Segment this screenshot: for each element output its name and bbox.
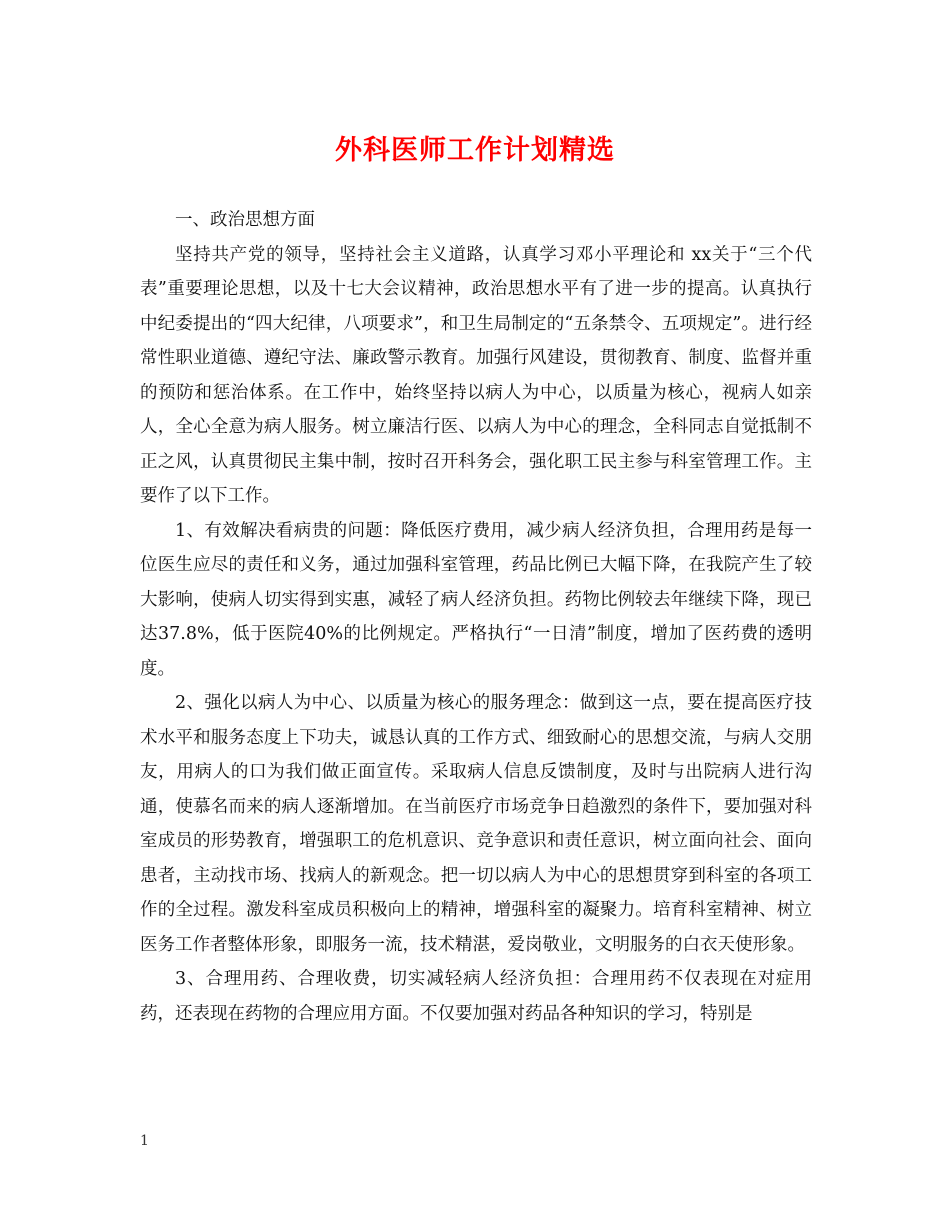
paragraph-political-thought: 坚持共产党的领导，坚持社会主义道路，认真学习邓小平理论和 xx关于“三个代表”重要理论思想，以及十七大会议精神，政治思想水平有了进一步的提高。认真执行中纪委提出的“四大纪律，八项要求”，和卫生局制定的“五条禁令、五项规定”。进行经常性职业道德、遵纪守法、廉政警示教育。加强行风建设，贯彻教育、制度、监督并重的预防和惩治体系。在工作中，始终坚持以病人为中心，以质量为核心，视病人如亲人，全心全意为病人服务。树立廉洁行医、以病人为中心的理念，全科同志自觉抵制不正之风，认真贯彻民主集中制，按时召开科务会，强化职工民主参与科室管理工作。主要作了以下工作。 [140,244,812,506]
paragraph-item-1: 1、有效解决看病贵的问题：降低医疗费用，减少病人经济负担，合理用药是每一位医生应尽的责任和义务，通过加强科室管理，药品比例已大幅下降，在我院产生了较大影响，使病人切实得到实惠，减轻了病人经济负担。药物比例较去年继续下降，现已达37.8%，低于医院40%的比例规定。严格执行“一日清”制度，增加了医药费的透明度。 [140,520,812,679]
document-body [140,203,812,1031]
paragraph-item-2: 2、强化以病人为中心、以质量为核心的服务理念：做到这一点，要在提高医疗技术水平和服务态度上下功夫，诚恳认真的工作方式、细致耐心的思想交流，与病人交朋友，用病人的口为我们做正面宣传。采取病人信息反馈制度，及时与出院病人进行沟通，使慕名而来的病人逐渐增加。在当前医疗市场竞争日趋激烈的条件下，要加强对科室成员的形势教育，增强职工的危机意识、竞争意识和责任意识，树立面向社会、面向患者，主动找市场、找病人的新观念。把一切以病人为中心的思想贯穿到科室的各项工作的全过程。激发科室成员积极向上的精神，增强科室的凝聚力。培育科室精神、树立医务工作者整体形象，即服务一流，技术精湛，爱岗敬业，文明服务的白衣天使形象。 [140,693,812,955]
document-title: 外科医师工作计划精选 [335,135,615,166]
section-heading: 一、政治思想方面 [175,210,315,230]
page-number: 1 [140,1133,149,1149]
paragraph-item-3: 3、合理用药、合理收费，切实减轻病人经济负担：合理用药不仅表现在对症用药，还表现在药物的合理应用方面。不仅要加强对药品各种知识的学习，特别是 [140,969,812,1024]
